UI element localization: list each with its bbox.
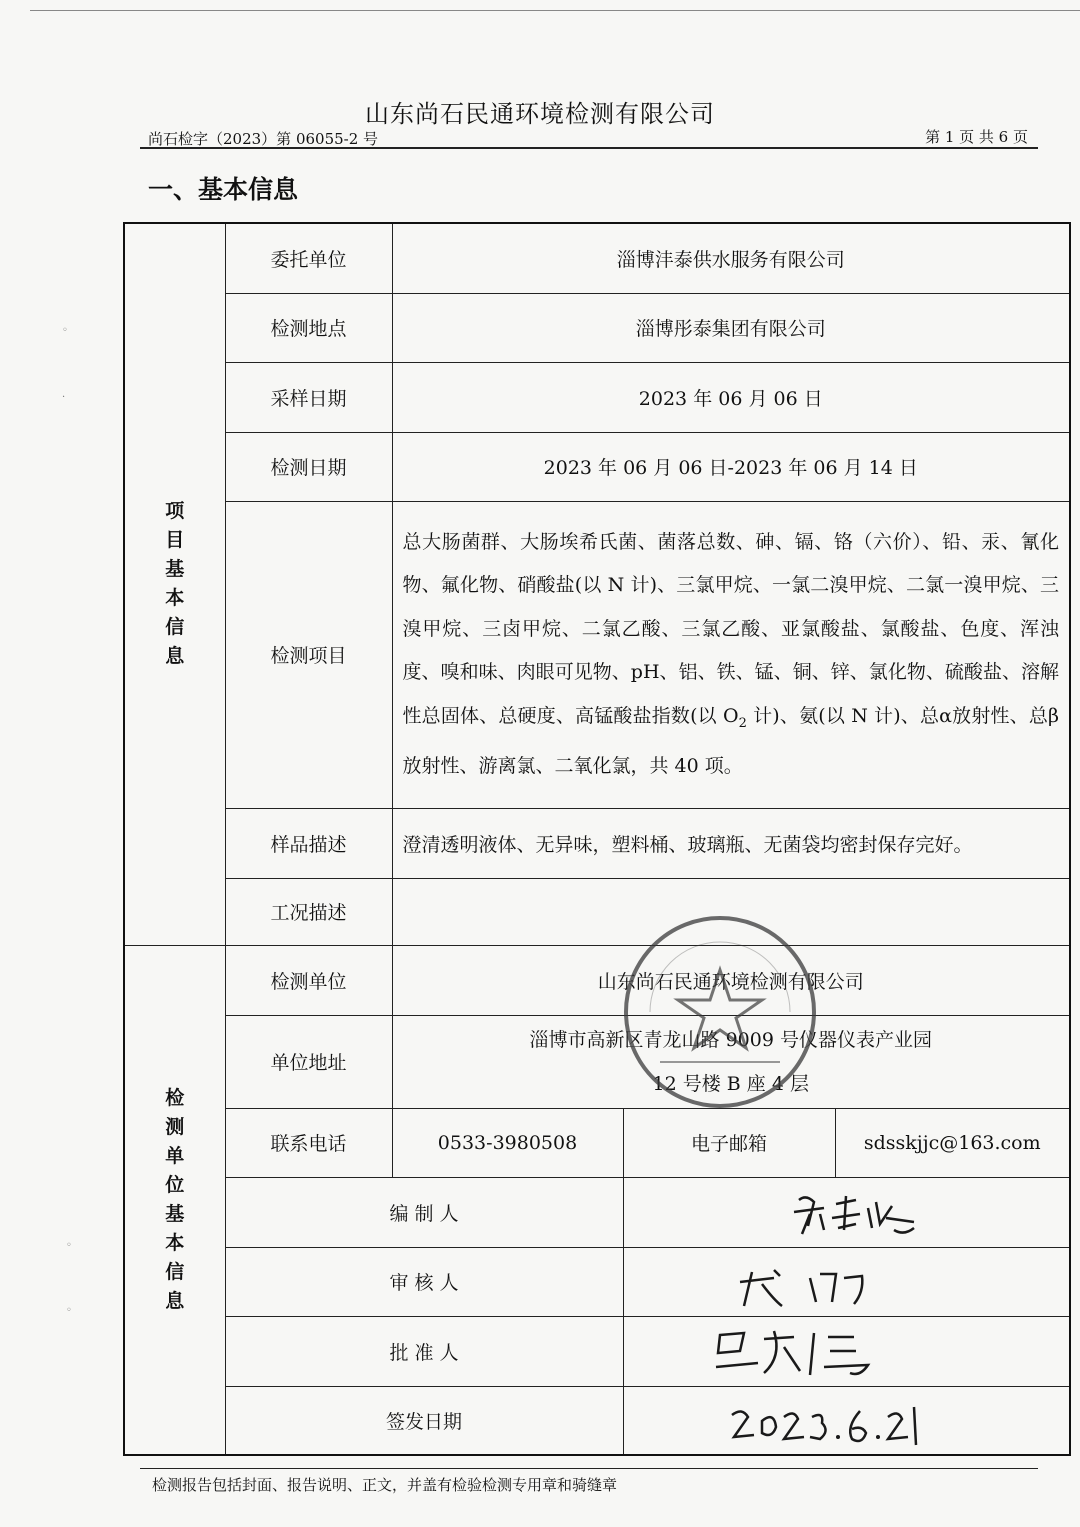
basic-info-table bbox=[123, 222, 1071, 1456]
margin-mark: ◦ bbox=[66, 1240, 72, 1251]
test-date-label: 检测日期 bbox=[225, 432, 392, 501]
address-label: 单位地址 bbox=[225, 1015, 392, 1108]
phone-value: 0533-3980508 bbox=[392, 1108, 623, 1177]
footer-note: 检测报告包括封面、报告说明、正文，并盖有检验检测专用章和骑缝章 bbox=[152, 1476, 618, 1494]
address-line-1: 淄博市高新区青龙山路 9009 号仪器仪表产业园 bbox=[529, 1028, 932, 1051]
test-date-value: 2023 年 06 月 06 日-2023 年 06 月 14 日 bbox=[392, 432, 1070, 501]
margin-mark: · bbox=[62, 392, 66, 403]
signature-image bbox=[624, 1317, 1071, 1387]
items-value: 总大肠菌群、大肠埃希氏菌、菌落总数、砷、镉、铬（六价）、铅、汞、氰化物、氟化物、硝酸盐(以 N 计)、三氯甲烷、一氯二溴甲烷、二氯一溴甲烷、三溴甲烷、三卤甲烷、二氯乙酸、三氯乙酸、亚氯酸盐、氯酸盐、色度、浑浊度、嗅和味、肉眼可见物、pH、铝、铁、锰、铜、锌、氯化物、硫酸盐、溶解性总固体、总硬度、高锰酸盐指数(以 $O_2$ 计)、氨(以 N 计)、总α放射性、总β放射性、游离氯、二氧化氯，共 40 项。 bbox=[392, 501, 1070, 808]
reviewer-label: 审 核 人 bbox=[225, 1247, 623, 1316]
approver-signature bbox=[623, 1316, 1070, 1386]
reviewer-signature bbox=[623, 1247, 1070, 1316]
table-row bbox=[124, 1015, 1070, 1108]
table-row bbox=[124, 1108, 1070, 1177]
sample-desc-label: 样品描述 bbox=[225, 808, 392, 878]
company-header: 山东尚石民通环境检测有限公司 bbox=[365, 100, 715, 128]
table-row bbox=[124, 1386, 1070, 1455]
page-info: 第 1 页 共 6 页 bbox=[925, 128, 1028, 146]
header-rule bbox=[140, 147, 1038, 149]
lab-label: 检测单位 bbox=[225, 945, 392, 1015]
table-row bbox=[124, 878, 1070, 945]
signature-image bbox=[624, 1248, 1071, 1317]
sample-desc-value: 澄清透明液体、无异味，塑料桶、玻璃瓶、无菌袋均密封保存完好。 bbox=[392, 808, 1070, 878]
address-line-2: 12 号楼 B 座 4 层 bbox=[652, 1072, 809, 1095]
table-row bbox=[124, 1177, 1070, 1247]
footer-rule bbox=[140, 1468, 1038, 1469]
margin-mark: ◦ bbox=[62, 325, 68, 336]
table-row bbox=[124, 432, 1070, 501]
lab-value: 山东尚石民通环境检测有限公司 bbox=[392, 945, 1070, 1015]
client-value: 淄博沣泰供水服务有限公司 bbox=[392, 223, 1070, 293]
table-row bbox=[124, 1316, 1070, 1386]
address-value bbox=[392, 1015, 1070, 1108]
table-row bbox=[124, 223, 1070, 293]
site-value: 淄博彤泰集团有限公司 bbox=[392, 293, 1070, 362]
margin-mark: ◦ bbox=[66, 1305, 72, 1316]
table-row bbox=[124, 1247, 1070, 1316]
sampling-date-label: 采样日期 bbox=[225, 362, 392, 432]
client-label: 委托单位 bbox=[225, 223, 392, 293]
site-label: 检测地点 bbox=[225, 293, 392, 362]
table-row bbox=[124, 362, 1070, 432]
condition-desc-value bbox=[392, 878, 1070, 945]
top-edge-line bbox=[30, 10, 1080, 11]
issue-date-signature bbox=[623, 1386, 1070, 1455]
table-row bbox=[124, 945, 1070, 1015]
items-label: 检测项目 bbox=[225, 501, 392, 808]
preparer-signature bbox=[623, 1177, 1070, 1247]
table-row bbox=[124, 293, 1070, 362]
report-number: 尚石检字（2023）第 06055-2 号 bbox=[148, 130, 379, 148]
approver-label: 批 准 人 bbox=[225, 1316, 623, 1386]
handwritten-date bbox=[624, 1387, 1071, 1456]
table-row bbox=[124, 501, 1070, 808]
lab-group-label: 检 测 单 位 基 本 信 息 bbox=[124, 945, 225, 1455]
phone-label: 联系电话 bbox=[225, 1108, 392, 1177]
issue-date-label: 签发日期 bbox=[225, 1386, 623, 1455]
email-value: sdsskjjc@163.com bbox=[835, 1108, 1070, 1177]
signature-image bbox=[624, 1178, 1071, 1248]
condition-desc-label: 工况描述 bbox=[225, 878, 392, 945]
table-row bbox=[124, 808, 1070, 878]
sampling-date-value: 2023 年 06 月 06 日 bbox=[392, 362, 1070, 432]
section-title: 一、基本信息 bbox=[148, 175, 299, 204]
email-label: 电子邮箱 bbox=[623, 1108, 835, 1177]
project-group-label: 项 目 基 本 信 息 bbox=[124, 223, 225, 945]
preparer-label: 编 制 人 bbox=[225, 1177, 623, 1247]
